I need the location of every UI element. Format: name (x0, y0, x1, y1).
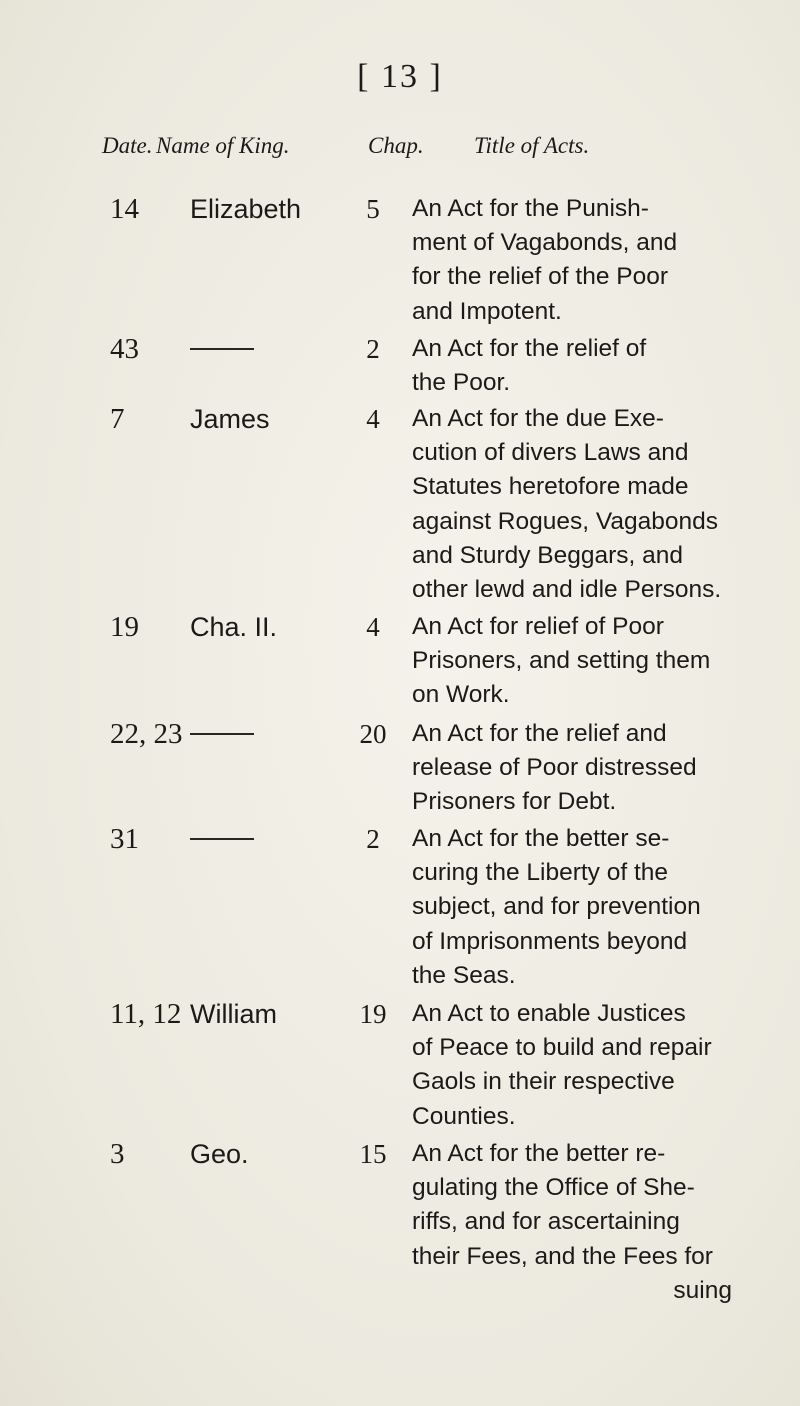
header-date: Date. (102, 133, 153, 158)
title-line: and Impotent. (412, 297, 562, 325)
entry-chapter: 20 (359, 719, 387, 749)
title-line: Statutes heretofore made (412, 473, 689, 501)
entry-title (412, 997, 732, 1134)
title-line: An Act for the Punish- (412, 195, 649, 222)
entry-chapter: 4 (366, 612, 380, 642)
title-line: An Act for the relief of (412, 335, 647, 362)
entry-king: Geo. (190, 1139, 249, 1169)
entry-year: 31 (110, 823, 139, 855)
title-line: Gaols in their respective (412, 1068, 675, 1096)
title-line: Counties. (412, 1102, 516, 1130)
title-line: riffs, and for ascertaining (412, 1208, 680, 1236)
entry-chapter: 4 (366, 404, 380, 434)
title-line: for the relief of the Poor (412, 263, 669, 291)
ditto-dash (190, 838, 254, 840)
entry-title (412, 822, 732, 993)
title-line: An Act for the due Exe- (412, 405, 664, 432)
title-line: of Peace to build and repair (412, 1034, 712, 1062)
entry-king: William (190, 999, 277, 1029)
entry-year: 22, 23 (110, 718, 183, 750)
entry-year: 7 (110, 403, 125, 435)
entry-chapter: 2 (366, 824, 380, 854)
entry-title (412, 332, 732, 400)
title-line: gulating the Office of She- (412, 1174, 695, 1202)
entry-king: Cha. II. (190, 612, 278, 642)
title-line: cution of divers Laws and (412, 439, 689, 467)
entry-year: 3 (110, 1138, 125, 1170)
title-line: ment of Vagabonds, and (412, 229, 678, 257)
title-line: subject, and for prevention (412, 893, 701, 921)
ditto-dash (190, 733, 254, 735)
catchword: suing (673, 1276, 732, 1304)
entry-king: Elizabeth (190, 194, 302, 224)
entry-year: 14 (110, 193, 139, 225)
title-line: other lewd and idle Persons. (412, 576, 722, 604)
title-line: curing the Liberty of the (412, 859, 669, 887)
title-line: the Poor. (412, 369, 511, 397)
title-line: Prisoners for Debt. (412, 788, 617, 816)
ditto-dash (190, 348, 254, 350)
title-line: Prisoners, and setting them (412, 647, 711, 675)
header-king: Name of King. (156, 133, 290, 158)
title-line: their Fees, and the Fees for (412, 1242, 713, 1270)
header-title: Title of Acts. (474, 133, 590, 158)
entry-king: James (190, 404, 270, 434)
title-line: and Sturdy Beggars, and (412, 541, 684, 569)
title-line: on Work. (412, 681, 510, 709)
entry-title (412, 402, 732, 607)
entry-year: 43 (110, 333, 139, 365)
title-line: of Imprisonments beyond (412, 927, 688, 955)
title-line: against Rogues, Vagabonds (412, 507, 719, 535)
title-line: An Act for the better re- (412, 1140, 666, 1167)
entry-title (412, 192, 732, 329)
entry-chapter: 15 (359, 1139, 387, 1169)
page-number: [ 13 ] (357, 58, 443, 95)
entry-title (412, 1137, 732, 1308)
entry-year: 11, 12 (110, 998, 182, 1030)
title-line: the Seas. (412, 961, 516, 989)
header-chap: Chap. (368, 133, 424, 158)
title-line: release of Poor distressed (412, 754, 697, 782)
entry-chapter: 2 (366, 334, 380, 364)
entry-chapter: 19 (359, 999, 387, 1029)
title-line: An Act for the better se- (412, 825, 670, 852)
entry-title (412, 610, 732, 713)
title-line: An Act to enable Justices (412, 1000, 686, 1027)
entry-chapter: 5 (366, 194, 380, 224)
title-line: An Act for relief of Poor (412, 613, 664, 640)
title-line: An Act for the relief and (412, 720, 667, 747)
entry-title (412, 717, 732, 820)
entry-year: 19 (110, 611, 139, 643)
